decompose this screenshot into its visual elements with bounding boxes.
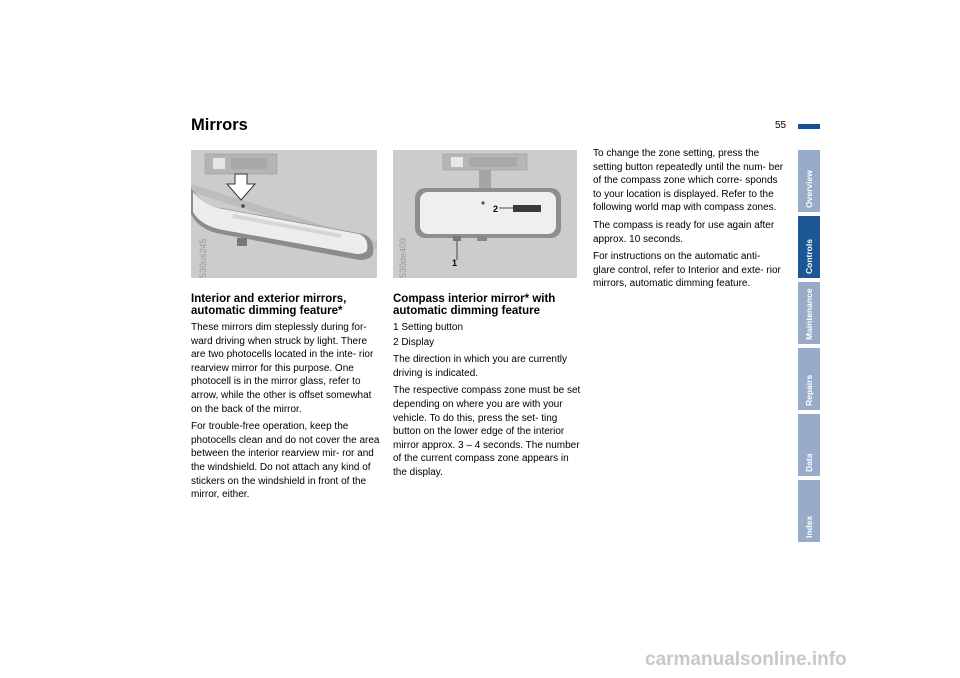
tab-label: Maintenance [804,288,814,340]
image-id-label-2: 530de409 [398,237,408,278]
page-number: 55 [775,120,787,131]
section-heading-dimming: Interior and exterior mirrors, automatic dimming feature* [191,293,347,317]
paragraph: The direction in which you are currently driving is indicated. [393,354,567,379]
tab-controls[interactable] [798,216,820,278]
watermark: carmanualsonline.info [645,649,847,670]
paragraph: The respective compass zone must be set depending on where you are with your vehicle. To do this, press the set- ting button on the lower edge of the interior mirror approx. 3 – 4 seconds. The number of the current compass zone appears in the display. [393,385,581,478]
tab-maintenance[interactable] [798,282,820,344]
section-tabs [798,150,820,546]
callout-2: 2 [493,204,499,214]
tab-label: Index [804,515,814,538]
page-title: Mirrors [191,116,248,134]
section-body-dimming [191,321,383,506]
tab-index[interactable] [798,480,820,542]
paragraph: To change the zone setting, press the setting button repeatedly until the num- ber of the compass zone which corre- sponds to your location is displayed. Refer to the following world map with compass zones. [593,148,784,214]
paragraph: The compass is ready for use again after approx. 10 seconds. [593,219,775,245]
tab-data[interactable] [798,414,820,476]
tab-label: Overview [804,170,814,208]
list-item-setting-button: 1 Setting button [393,322,464,333]
section-body-compass [393,321,585,484]
list-item-display: 2 Display [393,336,435,348]
tab-label: Repairs [804,374,814,406]
paragraph: These mirrors dim steplessly during for- ward driving when struck by light. There are two photocells located in the inte- rior rearview mirror for this purpose. One photocell is in the mirror glass, refer to arrow, while the other is offset somewhat on the back of the mirror. [191,322,374,415]
callout-1: 1 [452,258,458,268]
section-body-zone-setting [593,147,785,295]
tab-label: Controls [804,239,814,274]
tab-overview[interactable] [798,150,820,212]
mirror-photo-2 [393,150,577,278]
image-id-label-1: 530us245 [198,238,208,278]
section-heading-compass: Compass interior mirror* with automatic dimming feature [393,293,556,317]
tab-repairs[interactable] [798,348,820,410]
tab-label: Data [804,453,814,472]
paragraph: For instructions on the automatic anti- glare control, refer to Interior and exte- rior mirrors, automatic dimming feature. [593,251,781,290]
page-number-bar [798,124,820,129]
paragraph: For trouble-free operation, keep the photocells clean and do not cover the area between the interior rearview mir- ror and the windshield. Do not attach any kind of stickers on the windshield in front of the mirror, either. [191,421,380,501]
mirror-photo-1 [191,150,377,278]
